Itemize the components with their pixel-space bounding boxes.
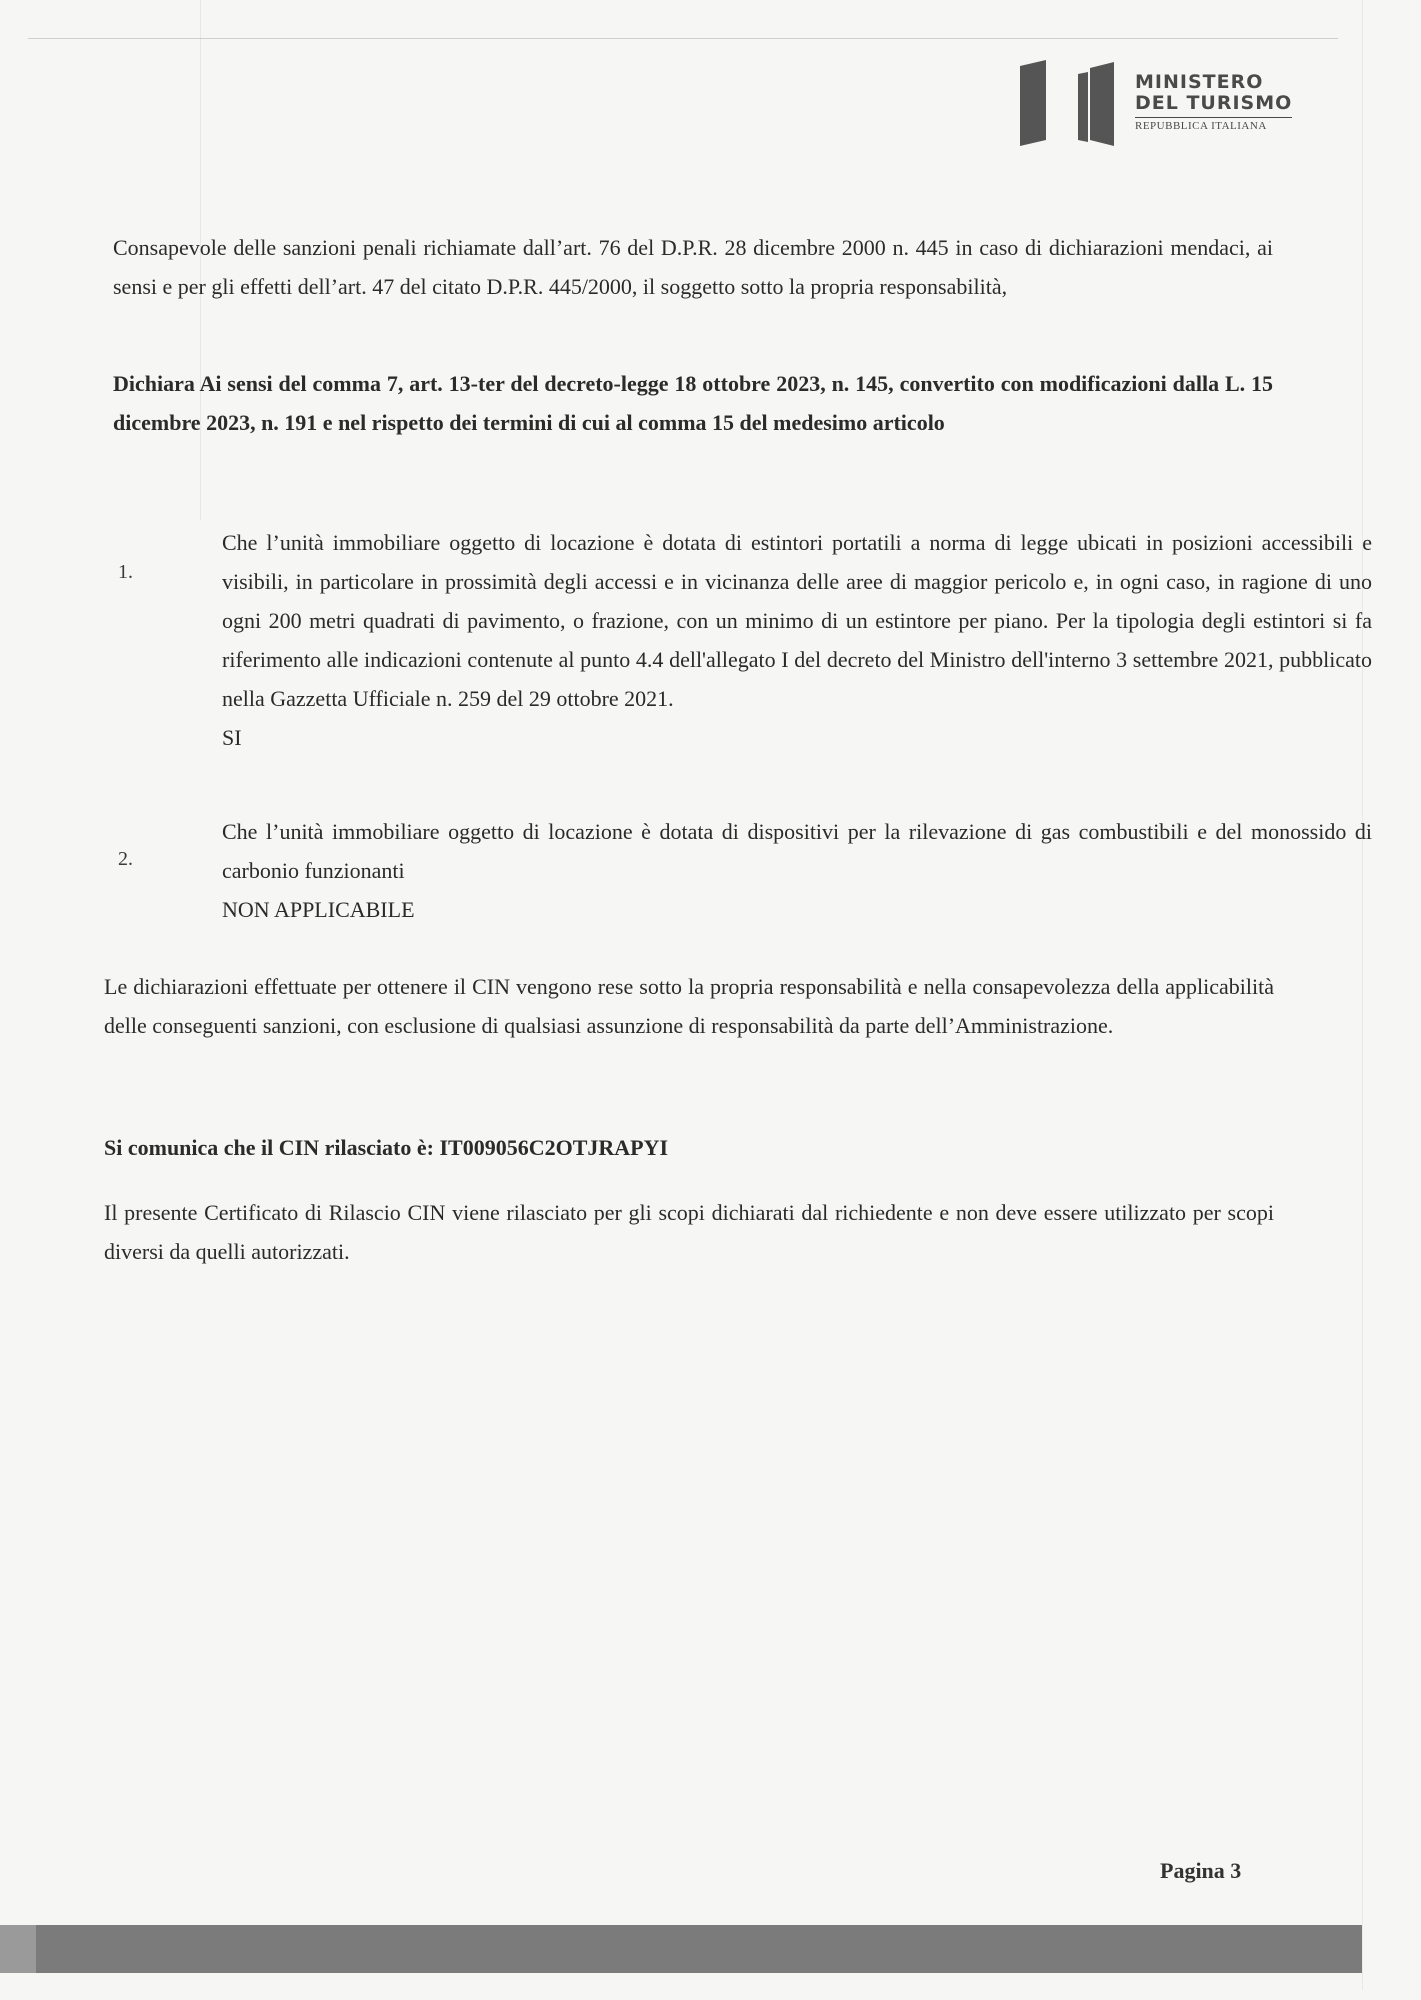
item-number: 2. xyxy=(118,848,133,870)
responsibility-paragraph: Le dichiarazioni effettuate per ottenere il CIN vengono rese sotto la propria responsabilità e nella consapevolezza della applicabilità delle conseguenti sanzioni, con esclusione di qualsiasi assunzione di responsabilità da parte dell’Amministrazione. xyxy=(104,974,1274,1038)
item-answer: SI xyxy=(222,725,242,750)
usage-paragraph: Il presente Certificato di Rilascio CIN viene rilasciato per gli scopi dichiarati dal richiedente e non deve essere utilizzato per scopi diversi da quelli autorizzati. xyxy=(104,1200,1274,1264)
intro-paragraph: Consapevole delle sanzioni penali richiamate dall’art. 76 del D.P.R. 28 dicembre 2000 n. 445 in caso di dichiarazioni mendaci, ai sensi e per gli effetti dell’art. 47 del citato D.P.R. 445/2000, il soggetto sotto la propria responsabilità, xyxy=(113,235,1273,299)
logo-line-turismo: DEL TURISMO xyxy=(1135,92,1293,114)
item-text: Che l’unità immobiliare oggetto di locazione è dotata di dispositivi per la rilevazione di gas combustibili e del monossido di carbonio funzionanti xyxy=(222,819,1372,883)
item-body xyxy=(222,523,1372,757)
item-answer: NON APPLICABILE xyxy=(222,897,415,922)
declaration-heading: Dichiara Ai sensi del comma 7, art. 13-ter del decreto-legge 18 ottobre 2023, n. 145, convertito con modificazioni dalla L. 15 dicembre 2023, n. 191 e nel rispetto dei termini di cui al comma 15 del medesimo articolo xyxy=(113,371,1273,435)
logo-subtitle: REPUBBLICA ITALIANA xyxy=(1135,117,1292,132)
item-number: 1. xyxy=(118,561,133,583)
logo-text xyxy=(1135,72,1292,132)
ministry-logo xyxy=(1018,58,1308,148)
scan-artifact-line-right xyxy=(1362,0,1363,1990)
cin-code-line: Si comunica che il CIN rilasciato è: IT009056C2OTJRAPYI xyxy=(104,1135,669,1160)
header-rule xyxy=(28,38,1338,39)
ministry-logo-icon xyxy=(1018,58,1118,148)
footer-bar xyxy=(0,1925,1362,1973)
logo-line-ministero: MINISTERO xyxy=(1135,71,1264,93)
item-text: Che l’unità immobiliare oggetto di locazione è dotata di estintori portatili a norma di legge ubicati in posizioni accessibili e visibili, in particolare in prossimità degli accessi e in vicinanza delle aree di maggior pericolo e, in ogni caso, in ragione di uno ogni 200 metri quadrati di pavimento, o frazione, con un minimo di un estintore per piano. Per la tipologia degli estintori si fa riferimento alle indicazioni contenute al punto 4.4 dell'allegato I del decreto del Ministro dell'interno 3 settembre 2021, pubblicato nella Gazzetta Ufficiale n. 259 del 29 ottobre 2021. xyxy=(222,530,1372,711)
footer-bar-edge xyxy=(0,1925,36,1973)
page-number: Pagina 3 xyxy=(1160,1858,1242,1883)
item-body xyxy=(222,812,1372,929)
